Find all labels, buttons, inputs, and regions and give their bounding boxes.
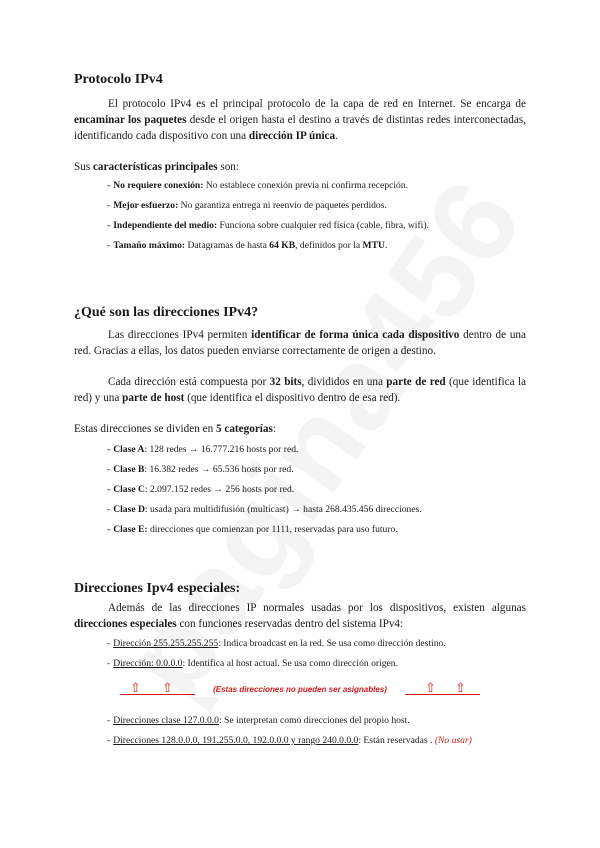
- paragraph-special-intro: [74, 600, 526, 632]
- bullet-dash: -: [107, 220, 111, 231]
- section-title-addresses: ¿Qué son las direcciones IPv4?: [74, 305, 259, 320]
- features-list: [107, 176, 537, 256]
- bullet-dash: -: [107, 524, 111, 535]
- bullet-dash: -: [107, 240, 111, 251]
- up-arrow-icon: ⇧: [425, 680, 436, 695]
- text-run: : 128 redes → 16.777.216 hosts por red.: [144, 444, 299, 455]
- text-run: identificar de forma única cada dispositivo: [251, 329, 460, 341]
- text-run: Estas direcciones se dividen en: [74, 423, 216, 435]
- text-run: encaminar los paquetes: [74, 114, 187, 126]
- list-item: [107, 460, 537, 480]
- warning-text: (Estas direcciones no pueden ser asignables): [195, 683, 405, 697]
- text-run: características principales: [92, 161, 218, 173]
- paragraph-ipv4-intro: [74, 96, 526, 144]
- text-run: El protocolo IPv4 es el principal protocolo de la capa de red en Internet. Se encarga de: [108, 98, 526, 110]
- text-run: Clase B: [113, 464, 145, 475]
- classes-list: [107, 440, 537, 540]
- text-run: : Se interpretan como direcciones del propio host.: [218, 715, 410, 726]
- list-item: [107, 216, 537, 236]
- bullet-dash: -: [107, 504, 111, 515]
- text-run: Clase D: [113, 504, 145, 515]
- text-run: , divididos en una: [301, 376, 387, 388]
- bullet-dash: -: [107, 200, 111, 211]
- text-run: : 2.097.152 redes → 256 hosts por red.: [144, 484, 295, 495]
- bullet-dash: -: [107, 180, 111, 191]
- list-item: [107, 731, 537, 751]
- list-item: [107, 654, 537, 674]
- text-run: Las direcciones IPv4 permiten: [108, 329, 252, 341]
- text-run: No establece conexión previa ni confirma recepción.: [203, 180, 409, 191]
- bullet-dash: -: [107, 484, 111, 495]
- text-run: dirección IP única: [248, 130, 336, 142]
- special-list-a: [107, 634, 537, 674]
- bullet-dash: -: [107, 735, 111, 746]
- list-item: [107, 480, 537, 500]
- text-run: desde el origen hasta el destino a través de distintas redes interconectadas, identificando cada dispositivo con una: [74, 114, 526, 142]
- text-run: 64 KB: [269, 240, 296, 251]
- text-run: MTU: [362, 240, 385, 251]
- text-run: Cada dirección está compuesta por: [108, 376, 270, 388]
- text-run: Funciona sobre cualquier red física (cable, fibra, wifi).: [217, 220, 429, 231]
- bullet-dash: -: [107, 444, 111, 455]
- text-run: : Identifica al host actual. Se usa como dirección origen.: [182, 658, 399, 669]
- up-arrow-icon: ⇧: [455, 680, 466, 695]
- special-list-b: [107, 711, 537, 751]
- text-run: Independiente del medio:: [113, 220, 218, 231]
- paragraph-address-structure: [74, 374, 526, 406]
- up-arrow-icon: ⇧: [162, 680, 173, 695]
- text-run: 5 categorías: [215, 423, 273, 435]
- text-run: :: [272, 423, 276, 435]
- list-item: [107, 634, 537, 654]
- text-run: con funciones reservadas dentro del sistema IPv4:: [176, 618, 404, 630]
- bullet-dash: -: [107, 638, 111, 649]
- paragraph-addresses-intro: [74, 327, 526, 359]
- text-run: .: [335, 130, 338, 142]
- text-run: (que identifica el dispositivo dentro de esa red).: [184, 392, 401, 404]
- list-item: [107, 440, 537, 460]
- warning-row: [120, 680, 480, 697]
- list-item: [107, 176, 537, 196]
- text-run: Direcciones 128.0.0.0, 191.255.0.0, 192.0.0.0 y rango 240.0.0.0: [113, 735, 359, 746]
- text-run: son:: [217, 161, 240, 173]
- text-run: : Indica broadcast en la red. Se usa como dirección destino.: [218, 638, 446, 649]
- list-item: [107, 711, 537, 731]
- text-run: , definidos por la: [295, 240, 363, 251]
- text-run: No garantiza entrega ni reenvío de paquetes perdidos.: [178, 200, 387, 211]
- text-run: Clase A: [113, 444, 145, 455]
- text-run: Tamaño máximo:: [113, 240, 186, 251]
- section-title-special: Direcciones Ipv4 especiales:: [74, 581, 241, 596]
- up-arrow-icon: ⇧: [130, 680, 141, 695]
- bullet-dash: -: [107, 464, 111, 475]
- text-run: : Están reservadas .: [358, 735, 435, 746]
- section-title-ipv4: Protocolo IPv4: [74, 72, 163, 87]
- text-run: direcciones especiales: [74, 618, 177, 630]
- text-run: : 16.382 redes → 65.536 hosts por red.: [144, 464, 294, 475]
- text-run: Mejor esfuerzo:: [113, 200, 179, 211]
- list-item: [107, 500, 537, 520]
- text-run: 32 bits: [269, 376, 302, 388]
- list-item: [107, 236, 537, 256]
- text-run: direcciones que comienzan por 1111, reservadas para uso futuro.: [147, 524, 398, 535]
- text-run: Además de las direcciones IP normales usadas por los dispositivos, existen algunas: [108, 602, 526, 614]
- text-run: Direcciones clase 127.0.0.0: [113, 715, 219, 726]
- text-run: dentro de una red. Gracias a ellas, los datos pueden enviarse correctamente de origen a destino.: [74, 329, 526, 357]
- text-run: Clase C: [113, 484, 145, 495]
- paragraph-classes-lead: [74, 423, 276, 435]
- text-run: parte de red: [386, 376, 446, 388]
- text-run: Datagramas de hasta: [185, 240, 270, 251]
- text-run: No requiere conexión:: [113, 180, 204, 191]
- text-run: .: [384, 240, 388, 251]
- text-run: Dirección 255.255.255.255: [113, 638, 219, 649]
- text-run: : usada para multidifusión (multicast) → hasta 268.435.456 direcciones.: [144, 504, 422, 515]
- bullet-dash: -: [107, 715, 111, 726]
- list-item: [107, 196, 537, 216]
- text-run: parte de host: [122, 392, 185, 404]
- paragraph-features-lead: [74, 161, 239, 173]
- text-run: (No usar): [434, 735, 472, 746]
- list-item: [107, 520, 537, 540]
- bullet-dash: -: [107, 658, 111, 669]
- text-run: Clase E:: [113, 524, 148, 535]
- text-run: Sus: [74, 161, 93, 173]
- text-run: (que identifica la red) y una: [74, 376, 526, 404]
- text-run: Dirección: 0.0.0.0: [113, 658, 183, 669]
